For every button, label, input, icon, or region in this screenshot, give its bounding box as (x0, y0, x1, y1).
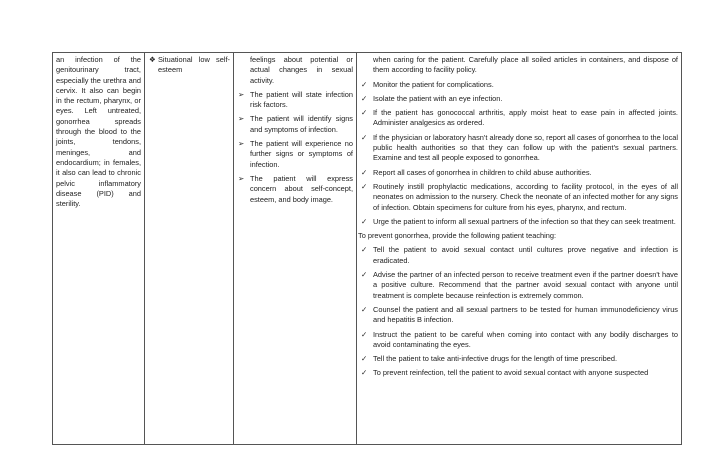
checkmark-icon: ✓ (361, 181, 368, 191)
interventions-cell (357, 53, 682, 445)
intervention-text: If the patient has gonococcal arthritis, apply moist heat to ease pain in affected joints. Administer analgesics as ordered. (373, 108, 678, 128)
intervention-text: If the physician or laboratory hasn't already done so, report all cases of gonorrhea to the local public health authorities so that they can follow up with the patient's sexual partners. Examine and test all people exposed to gonorrhea. (373, 132, 679, 163)
intervention-text: Routinely instill prophylactic medications, according to facility protocol, in the eyes of all neonates on admission to the nursery. Check the neonate of an infected mother for any signs of infection. Obtain specimens for culture from his eyes, pharynx, and rectum. (373, 181, 678, 212)
arrow-bullet-icon: ➢ (238, 89, 245, 99)
intervention-text: Monitor the patient for complications. (373, 79, 494, 89)
checkmark-icon: ✓ (361, 245, 368, 255)
teaching-item (360, 245, 678, 266)
intervention-continuation: when caring for the patient. Carefully place all soiled articles in containers, and dispose of them according to facility policy. (373, 55, 678, 75)
checkmark-icon: ✓ (361, 167, 368, 177)
outcome-item (237, 139, 353, 170)
expected-outcomes-cell (234, 53, 357, 445)
intervention-text: Report all cases of gonorrhea in children to child abuse authorities. (373, 167, 592, 177)
checkmark-icon: ✓ (361, 354, 368, 364)
intervention-item (360, 80, 678, 90)
pathophysiology-text: an infection of the genitourinary tract, especially the urethra and cervix. It also can begin in the rectum, pharynx, or eyes. Left untreated, gonorrhea spreads through the blood to the joints, tendons, meninges, and endocardium; in females, it also can lead to chronic pelvic inflammatory disease (PID) and sterility. (56, 55, 141, 209)
pathophysiology-cell (53, 53, 145, 445)
diagnosis-text: Situational low self-esteem (158, 55, 230, 75)
checkmark-icon: ✓ (361, 329, 368, 339)
teaching-text: Instruct the patient to be careful when coming into contact with any bodily discharges to avoid contaminating the eyes. (373, 329, 678, 349)
teaching-item (360, 270, 678, 301)
checkmark-icon: ✓ (361, 270, 368, 280)
diamond-bullet-icon: ❖ (149, 55, 156, 64)
checkmark-icon: ✓ (361, 132, 368, 142)
outcome-item (237, 174, 353, 205)
intervention-item (360, 133, 678, 164)
intervention-item (360, 168, 678, 178)
intervention-text: Isolate the patient with an eye infection. (373, 93, 503, 103)
teaching-text: Tell the patient to avoid sexual contact until cultures prove negative and infection is eradicated. (373, 245, 678, 265)
outcome-item (237, 114, 353, 135)
table-row (53, 53, 682, 445)
checkmark-icon: ✓ (361, 79, 368, 89)
outcome-text: The patient will express concern about self-concept, esteem, and body image. (250, 173, 353, 204)
checkmark-icon: ✓ (361, 304, 368, 314)
teaching-text: To prevent reinfection, tell the patient to avoid sexual contact with anyone suspected (373, 368, 649, 378)
arrow-bullet-icon: ➢ (238, 139, 245, 149)
outcome-text: The patient will identify signs and symptoms of infection. (250, 114, 353, 134)
teaching-item (360, 330, 678, 351)
teaching-item (360, 305, 678, 326)
intervention-item (360, 94, 678, 104)
checkmark-icon: ✓ (361, 368, 368, 378)
checkmark-icon: ✓ (361, 108, 368, 118)
teaching-item (360, 354, 678, 364)
diagnosis-item (148, 55, 230, 76)
arrow-bullet-icon: ➢ (238, 114, 245, 124)
nursing-diagnosis-cell (145, 53, 234, 445)
intervention-text: Urge the patient to inform all sexual partners of the infection so that they can seek treatment. (373, 216, 676, 226)
teaching-text: Tell the patient to take anti-infective drugs for the length of time prescribed. (373, 354, 618, 364)
arrow-bullet-icon: ➢ (238, 173, 245, 183)
checkmark-icon: ✓ (361, 93, 368, 103)
teaching-text: Counsel the patient and all sexual partners to be tested for human immunodeficiency virus and hepatitis B infection. (373, 304, 678, 325)
checkmark-icon: ✓ (361, 216, 368, 226)
outcome-text: The patient will state infection risk factors. (250, 89, 353, 110)
teaching-text: Advise the partner of an infected person to receive treatment even if the partner doesn't have a positive culture. Recommend that the partner avoid sexual contact with anyone until treatment is complete because reinfection is extremely common. (373, 270, 678, 300)
care-plan-table (52, 52, 682, 445)
intervention-item (360, 108, 678, 129)
outcome-continuation: feelings about potential or actual changes in sexual activity. (250, 55, 353, 85)
teaching-item (360, 368, 678, 378)
intervention-item (360, 217, 678, 227)
patient-teaching-intro: To prevent gonorrhea, provide the following patient teaching: (358, 231, 557, 241)
outcome-item (237, 90, 353, 111)
outcome-text: The patient will experience no further signs or symptoms of infection. (250, 139, 353, 169)
intervention-item (360, 182, 678, 213)
